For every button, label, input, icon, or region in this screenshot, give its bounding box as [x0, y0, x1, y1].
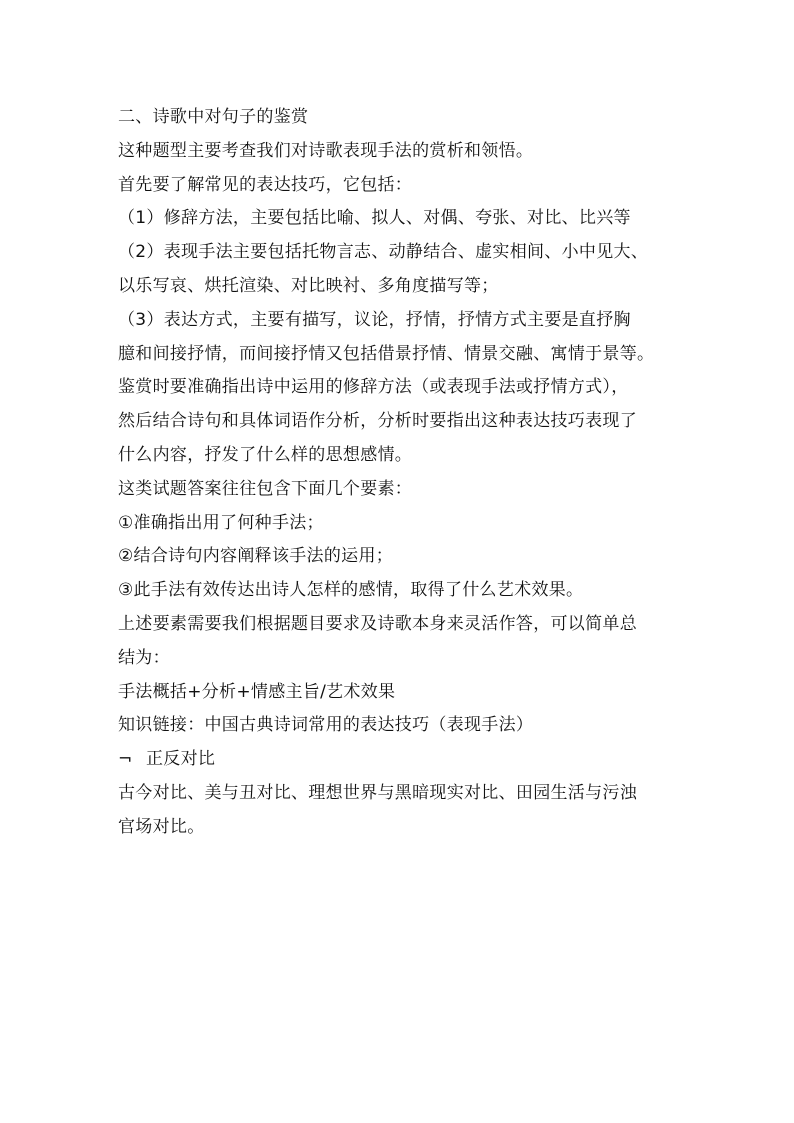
- paragraph-line: 结为：: [118, 647, 170, 668]
- paragraph-line: 鉴赏时要准确指出诗中运用的修辞方法（或表现手法或抒情方式），: [118, 377, 629, 398]
- paragraph-line: 这种题型主要考查我们对诗歌表现手法的赏析和领悟。: [118, 140, 534, 161]
- section-heading: 二、诗歌中对句子的鉴赏: [118, 107, 309, 127]
- list-item: ③此手法有效传达出诗人怎样的感情，取得了什么艺术效果。: [118, 580, 584, 601]
- bullet-mark: ¬: [118, 749, 133, 770]
- paragraph-line: 什么内容，抒发了什么样的思想感情。: [118, 444, 413, 465]
- paragraph-line: 然后结合诗句和具体词语作分析，分析时要指出这种表达技巧表现了: [118, 411, 637, 432]
- bullet-item: [118, 746, 696, 780]
- paragraph-line: 上述要素需要我们根据题目要求及诗歌本身来灵活作答，可以简单总: [118, 613, 637, 634]
- formula-line: 手法概括+分析+情感主旨/艺术效果: [118, 681, 396, 702]
- paragraph-line: 官场对比。: [118, 816, 205, 837]
- bullet-text: 正反对比: [146, 749, 216, 770]
- list-item: （3）表达方式，主要有描写，议论，抒情，抒情方式主要是直抒胸: [118, 309, 631, 330]
- knowledge-link-heading: 知识链接：中国古典诗词常用的表达技巧（表现手法）: [118, 715, 534, 736]
- list-item: （2）表现手法主要包括托物言志、动静结合、虚实相间、小中见大、: [118, 242, 649, 263]
- list-item: ②结合诗句内容阐释该手法的运用；: [118, 546, 394, 567]
- paragraph-line: 臆和间接抒情，而间接抒情又包括借景抒情、情景交融、寓情于景等。: [118, 343, 655, 364]
- list-item: （1）修辞方法，主要包括比喻、拟人、对偶、夸张、对比、比兴等: [118, 208, 631, 229]
- paragraph-line: 以乐写哀、烘托渲染、对比映衬、多角度描写等；: [118, 275, 499, 296]
- paragraph-line: 古今对比、美与丑对比、理想世界与黑暗现实对比、田园生活与污浊: [118, 782, 637, 803]
- list-item: ①准确指出用了何种手法；: [118, 512, 324, 533]
- document-body: [118, 104, 696, 848]
- paragraph-line: 这类试题答案往往包含下面几个要素：: [118, 478, 413, 499]
- paragraph-line: 首先要了解常见的表达技巧，它包括：: [118, 174, 413, 195]
